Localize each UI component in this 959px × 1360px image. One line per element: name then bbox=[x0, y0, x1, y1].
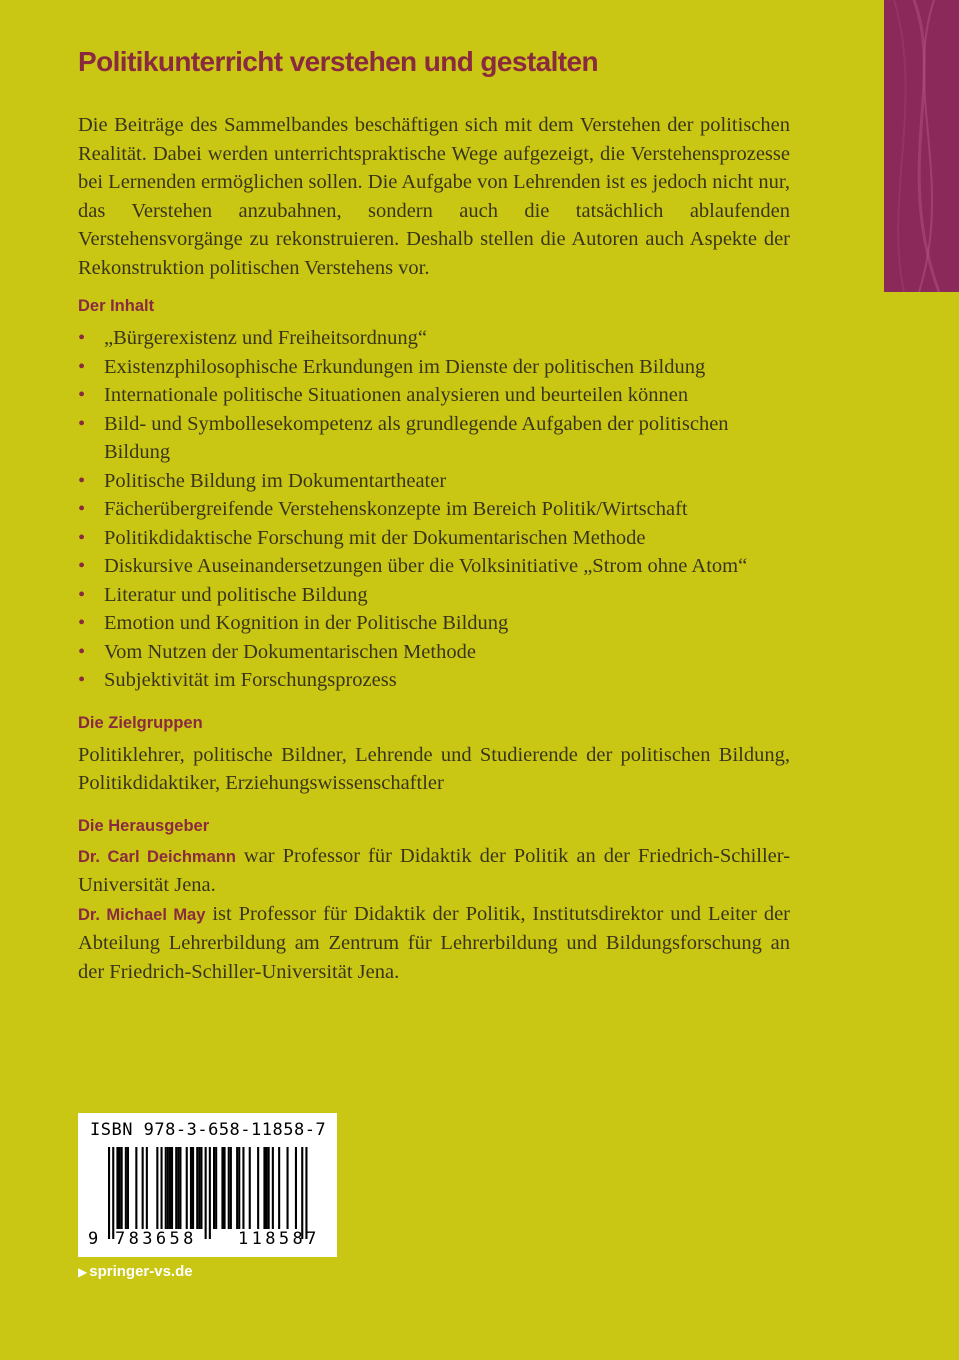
isbn-barcode bbox=[78, 1113, 337, 1257]
contents-item-text: Internationale politische Situationen analysieren und beurteilen können bbox=[104, 384, 689, 406]
barcode-bar bbox=[301, 1147, 303, 1239]
barcode-bar bbox=[135, 1147, 137, 1229]
contents-item-text: Bild- und Symbollesekompetenz als grundlegende Aufgaben der politischen Bildung bbox=[104, 412, 729, 463]
bullet-icon: • bbox=[78, 583, 86, 606]
editor-entry bbox=[78, 842, 790, 900]
barcode-bar bbox=[116, 1147, 118, 1229]
editor-name: Dr. Michael May bbox=[78, 905, 206, 924]
editor-bio: ist Professor für Didaktik der Politik, Institutsdirektor und Leiter der Abteilung Lehrerbildung am Zentrum für Lehrerbildung und Bildungsforschung an der Friedrich-Schiller-Universität Jena. bbox=[78, 902, 790, 983]
barcode-bar bbox=[186, 1147, 188, 1229]
contents-item-text: Fächerübergreifende Verstehenskonzepte im Bereich Politik/Wirtschaft bbox=[104, 498, 688, 520]
barcode-bar bbox=[242, 1147, 244, 1229]
contents-list-item bbox=[78, 410, 790, 467]
barcode-bar bbox=[209, 1147, 211, 1239]
barcode-bar bbox=[169, 1147, 171, 1229]
contents-list-item bbox=[78, 467, 790, 496]
bullet-icon: • bbox=[78, 498, 86, 520]
barcode-bar bbox=[112, 1147, 114, 1239]
barcode-bar bbox=[119, 1147, 121, 1229]
barcode-bar bbox=[179, 1147, 181, 1229]
bullet-icon: • bbox=[78, 555, 86, 577]
barcode-bar bbox=[228, 1147, 230, 1229]
barcode-bar bbox=[224, 1147, 226, 1229]
bullet-icon: • bbox=[78, 640, 86, 663]
back-cover-content bbox=[78, 111, 790, 986]
barcode-bar bbox=[165, 1147, 167, 1229]
barcode-bar bbox=[196, 1147, 198, 1229]
barcode-bar bbox=[249, 1147, 251, 1229]
barcode-bar bbox=[263, 1147, 265, 1229]
editor-name: Dr. Carl Deichmann bbox=[78, 847, 236, 866]
barcode-bar bbox=[268, 1147, 270, 1229]
barcode-bar bbox=[167, 1147, 169, 1229]
barcode-bar bbox=[236, 1147, 238, 1229]
barcode-bar bbox=[257, 1147, 259, 1229]
barcode-bar bbox=[198, 1147, 200, 1229]
barcode-bar bbox=[230, 1147, 232, 1229]
bullet-icon: • bbox=[78, 384, 86, 406]
bullet-icon: • bbox=[78, 526, 86, 549]
contents-item-text: Politikdidaktische Forschung mit der Dokumentarischen Methode bbox=[104, 526, 646, 549]
barcode-bar bbox=[177, 1147, 179, 1229]
contents-item-text: Subjektivität im Forschungsprozess bbox=[104, 669, 397, 691]
bullet-icon: • bbox=[78, 669, 86, 691]
barcode-bar bbox=[192, 1147, 194, 1229]
bullet-icon: • bbox=[78, 412, 86, 435]
decorative-curves bbox=[884, 0, 959, 292]
contents-list-item bbox=[78, 666, 790, 695]
website-text: springer-vs.de bbox=[89, 1263, 193, 1280]
audience-heading: Die Zielgruppen bbox=[78, 713, 203, 732]
barcode-bar bbox=[205, 1147, 207, 1239]
audience-text: Politiklehrer, politische Bildner, Lehrende und Studierende der politischen Bildung, Politikdidaktiker, Erziehungswissenschaftler bbox=[78, 743, 790, 794]
barcode-bar bbox=[295, 1147, 297, 1229]
contents-list-item bbox=[78, 638, 790, 667]
barcode-bar bbox=[108, 1147, 110, 1239]
decorative-accent-band bbox=[884, 0, 959, 292]
bullet-icon: • bbox=[78, 612, 86, 634]
contents-list-item bbox=[78, 495, 790, 524]
barcode-bar bbox=[190, 1147, 192, 1229]
intro-paragraph: Die Beiträge des Sammelbandes beschäftigen sich mit dem Verstehen der politischen Realität. Dabei werden unterrichtspraktische Wege aufgezeigt, die Verstehensprozesse bei Lernenden ermöglichen sollen. Die Aufgabe von Lehrenden ist es jedoch nicht nur, das Verstehen anzubahnen, sondern auch die tatsächlich ablaufenden Verstehensvorgänge zu rekonstruieren. Deshalb stellen die Autoren auch Aspekte der Rekonstruktion politischen Verstehens vor. bbox=[78, 114, 790, 279]
barcode-bar bbox=[161, 1147, 163, 1229]
barcode-bar bbox=[272, 1147, 274, 1229]
publisher-website[interactable] bbox=[78, 1263, 193, 1280]
contents-item-text: Vom Nutzen der Dokumentarischen Methode bbox=[104, 640, 476, 663]
contents-list-item bbox=[78, 581, 790, 610]
bullet-icon: • bbox=[78, 327, 86, 349]
barcode-bar bbox=[127, 1147, 129, 1229]
contents-list-item bbox=[78, 381, 790, 410]
barcode-bar bbox=[146, 1147, 148, 1229]
contents-heading: Der Inhalt bbox=[78, 297, 155, 315]
barcode-bar bbox=[305, 1147, 307, 1239]
contents-item-text: Diskursive Auseinandersetzungen über die Volksinitiative „Strom ohne Atom“ bbox=[104, 555, 748, 577]
contents-list-item bbox=[78, 609, 790, 638]
barcode-bar bbox=[287, 1147, 289, 1229]
barcode-bar bbox=[238, 1147, 240, 1229]
ean-left-digits: 783658 bbox=[115, 1229, 197, 1249]
bullet-icon: • bbox=[78, 355, 86, 378]
contents-list-item bbox=[78, 353, 790, 382]
book-title: Politikunterricht verstehen und gestalten bbox=[78, 46, 598, 77]
isbn-label: ISBN 978-3-658-11858-7 bbox=[90, 1120, 327, 1140]
contents-item-text: Emotion und Kognition in der Politische Bildung bbox=[104, 612, 509, 634]
barcode-bar bbox=[213, 1147, 215, 1229]
barcode-bar bbox=[121, 1147, 123, 1229]
barcode-bar bbox=[266, 1147, 268, 1229]
contents-item-text: Existenzphilosophische Erkundungen im Dienste der politischen Bildung bbox=[104, 355, 706, 378]
barcode-bar bbox=[125, 1147, 127, 1229]
barcode-bar bbox=[142, 1147, 144, 1229]
barcode-bar bbox=[156, 1147, 158, 1229]
editor-bio: war Professor für Didaktik der Politik an der Friedrich-Schiller-Universität Jena. bbox=[78, 844, 791, 896]
ean-right-digits: 118587 bbox=[238, 1229, 320, 1249]
barcode-bar bbox=[200, 1147, 202, 1229]
barcode-bar bbox=[171, 1147, 173, 1229]
contents-item-text: Literatur und politische Bildung bbox=[104, 583, 368, 606]
contents-list-item bbox=[78, 524, 790, 553]
editors-heading: Die Herausgeber bbox=[78, 816, 210, 835]
editor-entry bbox=[78, 900, 790, 987]
contents-list-item bbox=[78, 324, 790, 353]
ean-first-digit: 9 bbox=[88, 1229, 99, 1249]
play-arrow-icon: ▶ bbox=[78, 1265, 88, 1279]
contents-list-item bbox=[78, 552, 790, 581]
barcode-bar bbox=[221, 1147, 223, 1229]
barcode-bar bbox=[175, 1147, 177, 1229]
contents-list bbox=[78, 324, 790, 695]
bullet-icon: • bbox=[78, 469, 86, 492]
barcode-bar bbox=[215, 1147, 217, 1229]
barcode-bar bbox=[278, 1147, 280, 1229]
contents-item-text: „Bürgerexistenz und Freiheitsordnung“ bbox=[104, 327, 427, 349]
contents-item-text: Politische Bildung im Dokumentartheater bbox=[104, 469, 447, 492]
